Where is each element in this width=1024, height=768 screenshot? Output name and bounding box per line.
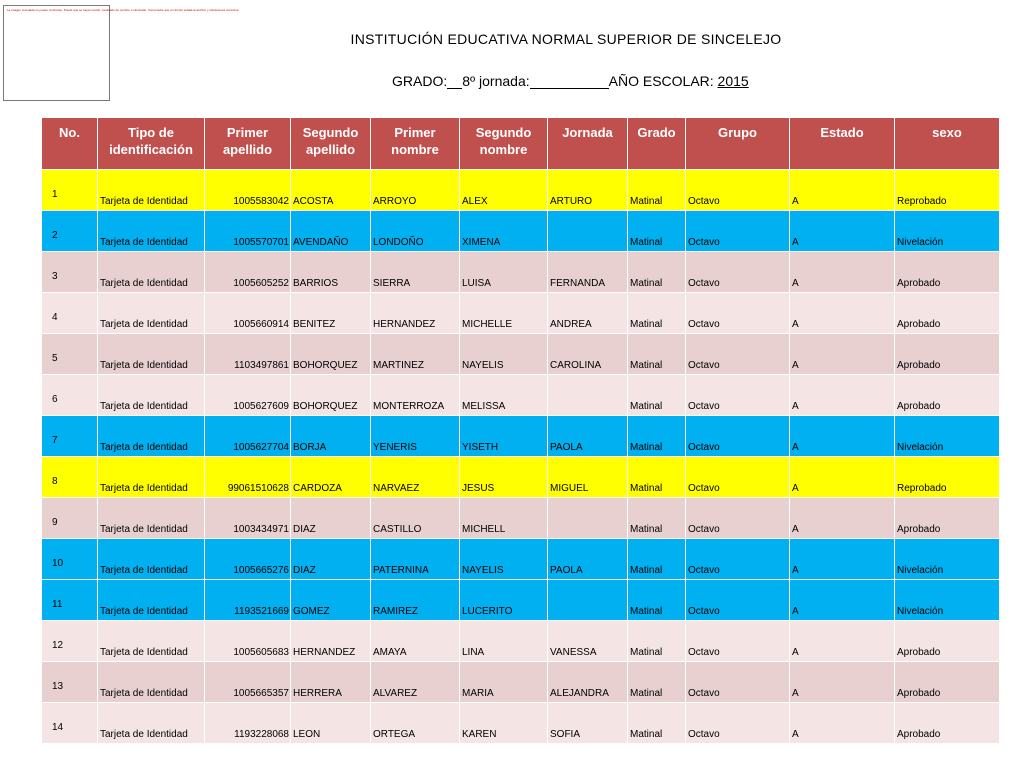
cell-estado: Aprobado (895, 293, 1000, 334)
cell-grupo: A (790, 334, 895, 375)
cell-estado: Aprobado (895, 662, 1000, 703)
cell-segundo-nombre: PAOLA (548, 416, 628, 457)
table-row (42, 293, 1000, 334)
cell-jornada: Matinal (628, 457, 686, 498)
cell-documento: 1003434971 (205, 498, 291, 539)
cell-segundo-apellido: MARTINEZ (371, 334, 460, 375)
cell-primer-apellido: BENITEZ (291, 293, 371, 334)
cell-tipo-identificacion: Tarjeta de Identidad (98, 621, 205, 662)
cell-tipo-identificacion: Tarjeta de Identidad (98, 416, 205, 457)
cell-tipo-identificacion: Tarjeta de Identidad (98, 580, 205, 621)
cell-grado: Octavo (686, 170, 790, 211)
column-header-jornada: Jornada (548, 118, 628, 170)
table-row (42, 498, 1000, 539)
cell-estado: Aprobado (895, 621, 1000, 662)
cell-tipo-identificacion: Tarjeta de Identidad (98, 252, 205, 293)
cell-segundo-nombre: ALEJANDRA (548, 662, 628, 703)
cell-jornada: Matinal (628, 498, 686, 539)
cell-primer-nombre: XIMENA (460, 211, 548, 252)
cell-primer-nombre: KAREN (460, 703, 548, 744)
cell-grupo: A (790, 703, 895, 744)
cell-segundo-nombre (548, 211, 628, 252)
cell-documento: 1005665276 (205, 539, 291, 580)
cell-grupo: A (790, 621, 895, 662)
cell-tipo-identificacion: Tarjeta de Identidad (98, 334, 205, 375)
cell-primer-apellido: BORJA (291, 416, 371, 457)
cell-tipo-identificacion: Tarjeta de Identidad (98, 375, 205, 416)
cell-segundo-apellido: SIERRA (371, 252, 460, 293)
cell-jornada: Matinal (628, 662, 686, 703)
cell-no: 8 (42, 457, 98, 498)
broken-logo-image (3, 5, 240, 101)
cell-estado: Aprobado (895, 252, 1000, 293)
cell-documento: 1005627609 (205, 375, 291, 416)
cell-segundo-nombre: ARTURO (548, 170, 628, 211)
document-title: INSTITUCIÓN EDUCATIVA NORMAL SUPERIOR DE SINCELEJO (350, 31, 782, 47)
cell-primer-nombre: JESUS (460, 457, 548, 498)
cell-segundo-apellido: HERNANDEZ (371, 293, 460, 334)
cell-no: 7 (42, 416, 98, 457)
cell-tipo-identificacion: Tarjeta de Identidad (98, 703, 205, 744)
table-body (42, 170, 1000, 744)
cell-no: 13 (42, 662, 98, 703)
cell-primer-apellido: BARRIOS (291, 252, 371, 293)
cell-tipo-identificacion: Tarjeta de Identidad (98, 211, 205, 252)
cell-no: 11 (42, 580, 98, 621)
cell-estado: Nivelación (895, 211, 1000, 252)
cell-tipo-identificacion: Tarjeta de Identidad (98, 498, 205, 539)
cell-estado: Aprobado (895, 334, 1000, 375)
table-row (42, 252, 1000, 293)
cell-grado: Octavo (686, 252, 790, 293)
cell-documento: 1005605683 (205, 621, 291, 662)
cell-jornada: Matinal (628, 211, 686, 252)
cell-grado: Octavo (686, 375, 790, 416)
year-value: 2015 (717, 73, 749, 89)
cell-primer-apellido: BOHORQUEZ (291, 375, 371, 416)
cell-primer-apellido: DIAZ (291, 539, 371, 580)
cell-no: 10 (42, 539, 98, 580)
cell-segundo-nombre (548, 375, 628, 416)
cell-primer-apellido: ACOSTA (291, 170, 371, 211)
cell-segundo-nombre: CAROLINA (548, 334, 628, 375)
cell-grado: Octavo (686, 334, 790, 375)
table-row (42, 539, 1000, 580)
cell-grupo: A (790, 498, 895, 539)
cell-grado: Octavo (686, 457, 790, 498)
cell-segundo-nombre: FERNANDA (548, 252, 628, 293)
table-row (42, 211, 1000, 252)
cell-grupo: A (790, 211, 895, 252)
cell-jornada: Matinal (628, 416, 686, 457)
cell-grado: Octavo (686, 662, 790, 703)
cell-segundo-apellido: ARROYO (371, 170, 460, 211)
table-row (42, 170, 1000, 211)
cell-grupo: A (790, 457, 895, 498)
jornada-blank (530, 74, 609, 89)
cell-jornada: Matinal (628, 703, 686, 744)
column-header-tipo: Tipo de identificación (98, 118, 205, 170)
table-row (42, 580, 1000, 621)
cell-grado: Octavo (686, 416, 790, 457)
cell-documento: 1005570701 (205, 211, 291, 252)
cell-segundo-nombre: VANESSA (548, 621, 628, 662)
cell-no: 12 (42, 621, 98, 662)
cell-primer-apellido: GOMEZ (291, 580, 371, 621)
column-header-estado: Estado (790, 118, 895, 170)
cell-estado: Aprobado (895, 498, 1000, 539)
table-row (42, 375, 1000, 416)
cell-primer-nombre: MICHELLE (460, 293, 548, 334)
cell-grado: Octavo (686, 498, 790, 539)
cell-no: 9 (42, 498, 98, 539)
column-header-segundo-nombre: Segundo nombre (460, 118, 548, 170)
cell-segundo-apellido: PATERNINA (371, 539, 460, 580)
jornada-label: jornada: (479, 73, 530, 89)
cell-estado: Nivelación (895, 416, 1000, 457)
cell-segundo-apellido: ORTEGA (371, 703, 460, 744)
cell-primer-nombre: LUISA (460, 252, 548, 293)
cell-segundo-apellido: NARVAEZ (371, 457, 460, 498)
grado-blank (447, 74, 462, 89)
cell-primer-nombre: LUCERITO (460, 580, 548, 621)
cell-primer-nombre: MICHELL (460, 498, 548, 539)
document-subtitle (392, 73, 749, 89)
cell-estado: Aprobado (895, 703, 1000, 744)
column-header-sexo: sexo (895, 118, 1000, 170)
cell-no: 14 (42, 703, 98, 744)
cell-segundo-apellido: MONTERROZA (371, 375, 460, 416)
cell-tipo-identificacion: Tarjeta de Identidad (98, 293, 205, 334)
cell-tipo-identificacion: Tarjeta de Identidad (98, 170, 205, 211)
cell-segundo-nombre (548, 580, 628, 621)
cell-primer-apellido: HERNANDEZ (291, 621, 371, 662)
cell-primer-nombre: YISETH (460, 416, 548, 457)
cell-primer-nombre: NAYELIS (460, 334, 548, 375)
cell-primer-apellido: HERRERA (291, 662, 371, 703)
cell-estado: Nivelación (895, 580, 1000, 621)
cell-grupo: A (790, 416, 895, 457)
cell-jornada: Matinal (628, 621, 686, 662)
cell-documento: 1193228068 (205, 703, 291, 744)
cell-documento: 1103497861 (205, 334, 291, 375)
cell-grupo: A (790, 293, 895, 334)
cell-grado: Octavo (686, 580, 790, 621)
cell-jornada: Matinal (628, 580, 686, 621)
year-label: AÑO ESCOLAR: (608, 73, 714, 89)
cell-primer-nombre: ALEX (460, 170, 548, 211)
cell-grupo: A (790, 170, 895, 211)
cell-grado: Octavo (686, 703, 790, 744)
cell-jornada: Matinal (628, 334, 686, 375)
cell-segundo-nombre: MIGUEL (548, 457, 628, 498)
cell-primer-nombre: NAYELIS (460, 539, 548, 580)
cell-grado: Octavo (686, 293, 790, 334)
student-table (41, 117, 1000, 744)
cell-primer-nombre: LINA (460, 621, 548, 662)
cell-grado: Octavo (686, 539, 790, 580)
cell-primer-nombre: MARIA (460, 662, 548, 703)
table-row (42, 457, 1000, 498)
cell-jornada: Matinal (628, 539, 686, 580)
table-row (42, 334, 1000, 375)
cell-documento: 99061510628 (205, 457, 291, 498)
cell-documento: 1005665357 (205, 662, 291, 703)
cell-primer-apellido: BOHORQUEZ (291, 334, 371, 375)
cell-no: 3 (42, 252, 98, 293)
cell-grupo: A (790, 375, 895, 416)
cell-segundo-apellido: RAMIREZ (371, 580, 460, 621)
cell-segundo-apellido: YENERIS (371, 416, 460, 457)
broken-image-note: La imagen vinculada no puede mostrarse. Puede que se haya movido, cambiado de nombre o eliminado. Compruebe que el vínculo señala al archivo y ubicaciones correctos. (7, 8, 240, 12)
cell-segundo-nombre: ANDREA (548, 293, 628, 334)
cell-documento: 1005605252 (205, 252, 291, 293)
column-header-grado: Grado (628, 118, 686, 170)
column-header-primer-nombre: Primer nombre (371, 118, 460, 170)
cell-no: 5 (42, 334, 98, 375)
cell-estado: Aprobado (895, 375, 1000, 416)
table-row (42, 662, 1000, 703)
column-header-no: No. (42, 118, 98, 170)
grado-label: GRADO: (392, 73, 448, 89)
cell-grupo: A (790, 662, 895, 703)
cell-segundo-nombre: PAOLA (548, 539, 628, 580)
cell-jornada: Matinal (628, 252, 686, 293)
cell-tipo-identificacion: Tarjeta de Identidad (98, 539, 205, 580)
cell-estado: Reprobado (895, 457, 1000, 498)
cell-segundo-apellido: AMAYA (371, 621, 460, 662)
column-header-segundo-apellido: Segundo apellido (291, 118, 371, 170)
cell-estado: Nivelación (895, 539, 1000, 580)
cell-primer-apellido: DIAZ (291, 498, 371, 539)
cell-grado: Octavo (686, 621, 790, 662)
cell-jornada: Matinal (628, 170, 686, 211)
cell-no: 4 (42, 293, 98, 334)
grado-value: 8º (462, 73, 476, 89)
table-row (42, 416, 1000, 457)
cell-no: 1 (42, 170, 98, 211)
cell-estado: Reprobado (895, 170, 1000, 211)
table-row (42, 621, 1000, 662)
cell-no: 2 (42, 211, 98, 252)
cell-documento: 1005583042 (205, 170, 291, 211)
cell-documento: 1193521669 (205, 580, 291, 621)
cell-grupo: A (790, 580, 895, 621)
cell-documento: 1005627704 (205, 416, 291, 457)
cell-documento: 1005660914 (205, 293, 291, 334)
table-header-row (42, 118, 1000, 170)
cell-segundo-apellido: ALVAREZ (371, 662, 460, 703)
cell-primer-apellido: CARDOZA (291, 457, 371, 498)
cell-primer-apellido: LEON (291, 703, 371, 744)
cell-tipo-identificacion: Tarjeta de Identidad (98, 457, 205, 498)
cell-segundo-apellido: LONDOÑO (371, 211, 460, 252)
cell-segundo-nombre: SOFIA (548, 703, 628, 744)
column-header-grupo: Grupo (686, 118, 790, 170)
cell-primer-apellido: AVENDAÑO (291, 211, 371, 252)
cell-jornada: Matinal (628, 293, 686, 334)
cell-grupo: A (790, 539, 895, 580)
cell-primer-nombre: MELISSA (460, 375, 548, 416)
cell-grado: Octavo (686, 211, 790, 252)
cell-jornada: Matinal (628, 375, 686, 416)
column-header-primer-apellido: Primer apellido (205, 118, 291, 170)
cell-segundo-apellido: CASTILLO (371, 498, 460, 539)
cell-tipo-identificacion: Tarjeta de Identidad (98, 662, 205, 703)
cell-segundo-nombre (548, 498, 628, 539)
cell-grupo: A (790, 252, 895, 293)
cell-no: 6 (42, 375, 98, 416)
table-row (42, 703, 1000, 744)
